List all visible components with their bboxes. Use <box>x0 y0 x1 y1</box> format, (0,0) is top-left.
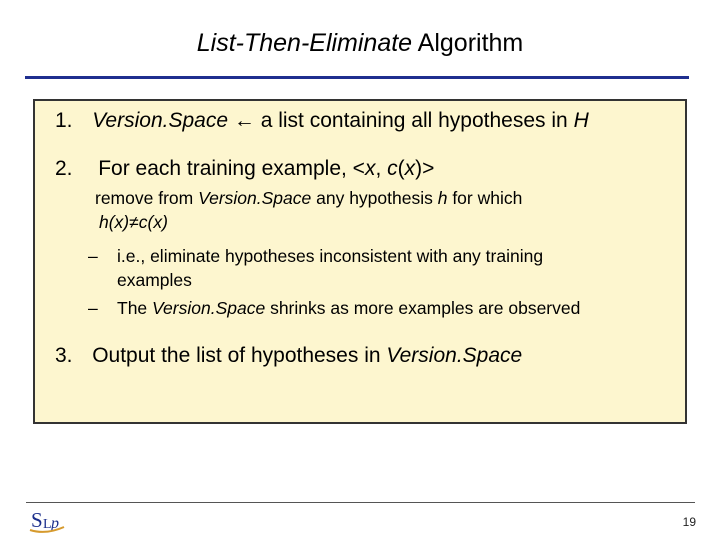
bullet-2 <box>88 297 98 319</box>
step-2-detail <box>95 187 522 209</box>
step-2-condition <box>99 211 168 233</box>
svg-text:S: S <box>31 508 43 532</box>
detail-mid: any hypothesis <box>311 188 438 208</box>
step-2-paren-open: ( <box>397 157 405 180</box>
step-3-number: 3. <box>55 344 73 367</box>
step-2-number: 2. <box>55 157 73 180</box>
slp-logo <box>28 505 68 537</box>
detail-h: h <box>437 188 448 208</box>
step-1-arrow: ← <box>233 109 255 132</box>
step-1-text: a list containing all hypotheses in <box>254 109 574 132</box>
bullet-1-dash: – <box>88 246 98 266</box>
step-1-var: Version.Space <box>92 109 229 132</box>
bullet-2-suffix: shrinks as more examples are observed <box>265 298 581 318</box>
bullet-1-text-2: examples <box>117 270 192 290</box>
step-1-h: H <box>573 109 589 132</box>
detail-suffix: for which <box>447 188 523 208</box>
step-2-comma: , <box>375 157 388 180</box>
bullet-1-line-1 <box>117 245 543 267</box>
step-2 <box>55 157 434 181</box>
bullet-1 <box>88 245 98 267</box>
svg-text:p: p <box>51 515 59 532</box>
bullet-1-text-1: i.e., eliminate hypotheses inconsistent with any training <box>117 246 544 266</box>
step-2-x2: x <box>404 157 416 180</box>
page-number: 19 <box>682 515 696 529</box>
title-italic: List-Then-Eliminate <box>196 29 413 57</box>
condition-text: h(x)≠c(x) <box>99 212 168 232</box>
detail-var: Version.Space <box>198 188 312 208</box>
step-3 <box>55 344 522 368</box>
step-2-x: x <box>364 157 376 180</box>
step-2-paren-close: )> <box>415 157 435 180</box>
detail-prefix: remove from <box>95 188 199 208</box>
slide-title <box>0 28 720 58</box>
bullet-2-prefix: The <box>117 298 153 318</box>
step-2-text: For each training example, < <box>98 157 365 180</box>
step-3-text: Output the list of hypotheses in <box>92 344 387 367</box>
svg-text:L: L <box>43 517 52 532</box>
step-1-number: 1. <box>55 109 73 132</box>
title-rest: Algorithm <box>412 29 524 57</box>
algorithm-box <box>33 99 687 424</box>
title-divider <box>25 76 689 79</box>
step-1 <box>55 109 589 133</box>
step-3-var: Version.Space <box>386 344 523 367</box>
footer-divider <box>26 502 695 503</box>
bullet-1-line-2 <box>117 269 192 291</box>
step-2-c: c <box>387 157 398 180</box>
bullet-2-dash: – <box>88 298 98 318</box>
bullet-2-line <box>117 297 580 319</box>
bullet-2-var: Version.Space <box>152 298 266 318</box>
